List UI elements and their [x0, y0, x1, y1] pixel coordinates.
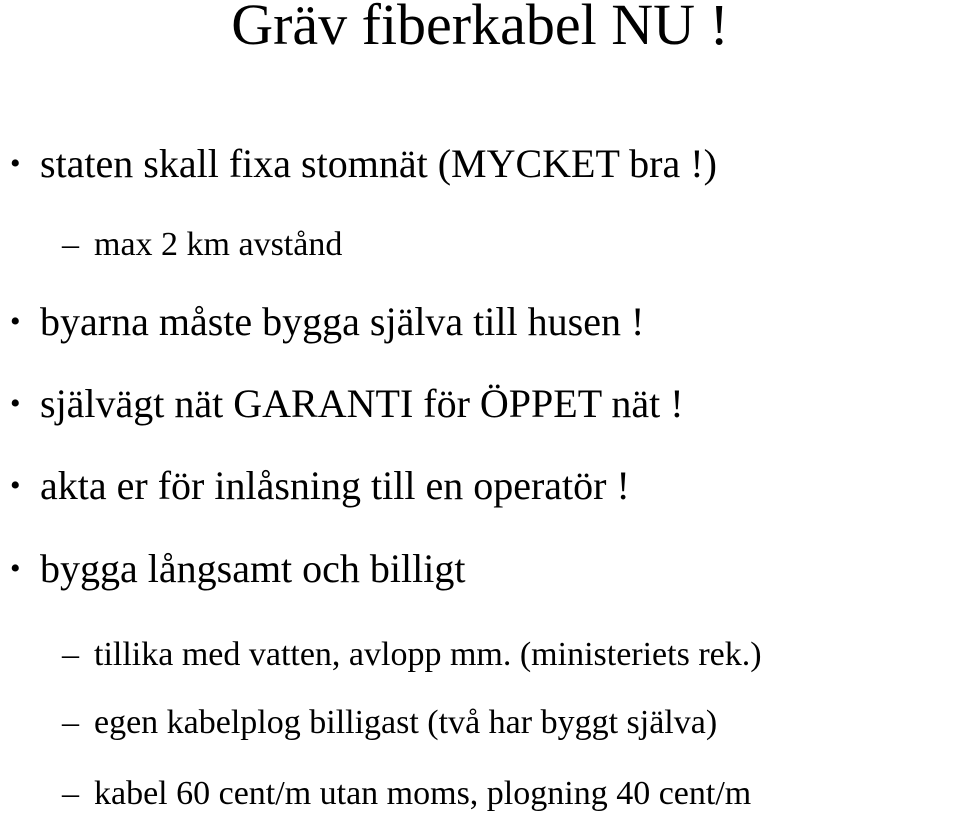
list-item-text: byarna måste bygga själva till husen !: [40, 299, 645, 344]
slide-title: Gräv fiberkabel NU !: [231, 0, 729, 57]
list-sub-item-text: kabel 60 cent/m utan moms, plogning 40 cent/m: [94, 775, 752, 812]
list-item-text: bygga långsamt och billigt: [40, 546, 466, 591]
bullet-icon: •: [10, 147, 21, 180]
dash-icon: –: [62, 704, 79, 741]
list-item-text: staten skall fixa stomnät (MYCKET bra !): [40, 141, 717, 186]
list-item-text: självägt nät GARANTI för ÖPPET nät !: [40, 381, 684, 426]
list-item-text: akta er för inlåsning till en operatör !: [40, 463, 630, 508]
list-sub-item-text: max 2 km avstånd: [94, 226, 343, 263]
dash-icon: –: [62, 636, 79, 673]
dash-icon: –: [62, 775, 79, 812]
list-sub-item-text: egen kabelplog billigast (två har byggt själva): [94, 704, 718, 741]
bullet-icon: •: [10, 469, 21, 502]
list-sub-item-text: tillika med vatten, avlopp mm. (ministeriets rek.): [94, 636, 762, 673]
bullet-icon: •: [10, 552, 21, 585]
dash-icon: –: [62, 226, 79, 263]
bullet-icon: •: [10, 305, 21, 338]
bullet-icon: •: [10, 387, 21, 420]
